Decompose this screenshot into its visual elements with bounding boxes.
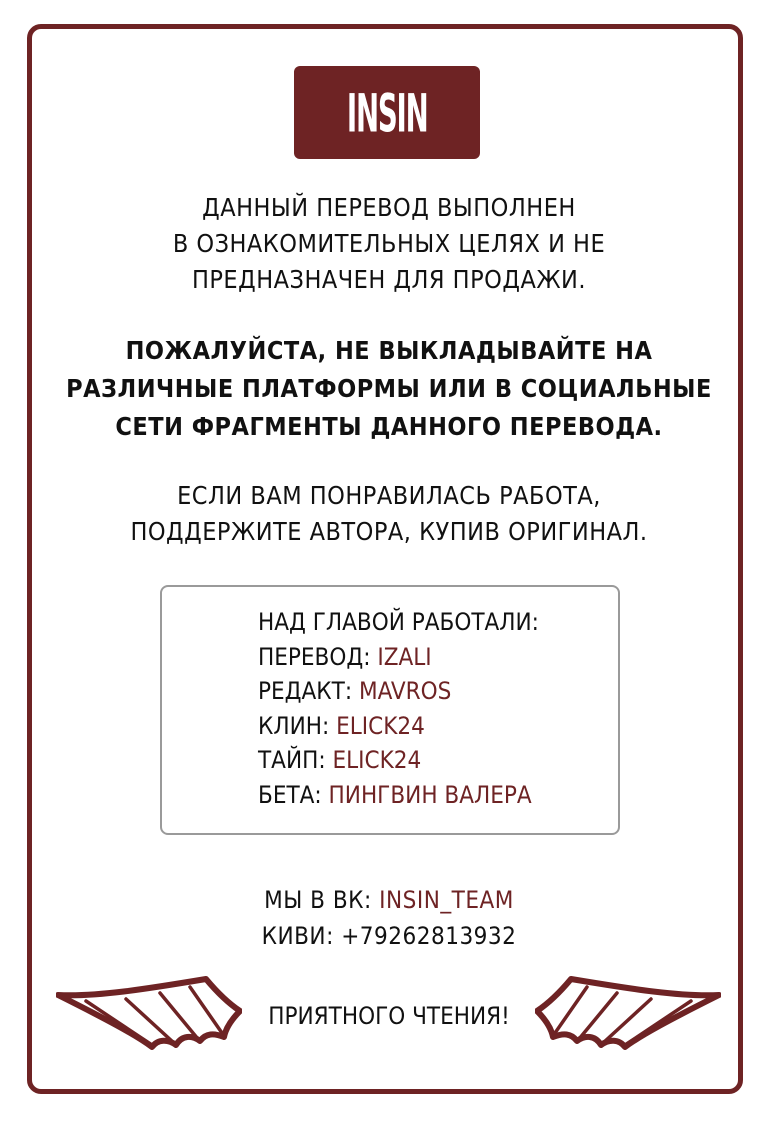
credit-name: IZALI xyxy=(377,642,432,671)
bat-wing-icon xyxy=(535,975,721,1057)
credit-row-editor xyxy=(258,674,618,709)
vk-contact xyxy=(0,882,778,918)
insin-logo xyxy=(294,66,480,159)
credit-label: ПЕРЕВОД: xyxy=(258,642,371,671)
credit-name: ELICK24 xyxy=(332,746,422,774)
qiwi-number: +79262813932 xyxy=(341,922,517,950)
credit-row-cleaner xyxy=(258,709,618,744)
vk-link[interactable]: INSIN_TEAM xyxy=(379,886,514,914)
credit-row-beta xyxy=(258,778,618,813)
closing-message: ПРИЯТНОГО ЧТЕНИЯ! xyxy=(268,1002,510,1030)
logo-text: INSIN xyxy=(346,81,428,144)
credit-row-translator xyxy=(258,640,618,675)
distribution-warning xyxy=(0,332,778,446)
credit-label: ТАЙП: xyxy=(258,746,326,774)
qiwi-contact xyxy=(0,918,778,954)
credit-name: ПИНГВИН ВАЛЕРА xyxy=(328,780,532,809)
support-line: ЕСЛИ ВАМ ПОНРАВИЛАСЬ РАБОТА, xyxy=(177,481,601,510)
warning-line: РАЗЛИЧНЫЕ ПЛАТФОРМЫ ИЛИ В СОЦИАЛЬНЫЕ xyxy=(66,374,712,403)
support-message xyxy=(0,478,778,550)
credit-label: РЕДАКТ: xyxy=(258,677,353,705)
notice-line: ДАННЫЙ ПЕРЕВОД ВЫПОЛНЕН xyxy=(202,193,576,222)
credits-heading: НАД ГЛАВОЙ РАБОТАЛИ: xyxy=(258,608,539,636)
credit-label: БЕТА: xyxy=(258,780,322,809)
warning-line: СЕТИ ФРАГМЕНТЫ ДАННОГО ПЕРЕВОДА. xyxy=(115,412,663,441)
credit-name: ELICK24 xyxy=(336,711,425,740)
notice-line: ПРЕДНАЗНАЧЕН ДЛЯ ПРОДАЖИ. xyxy=(191,265,587,294)
credit-name: MAVROS xyxy=(358,677,452,705)
notice-line: В ОЗНАКОМИТЕЛЬНЫХ ЦЕЛЯХ И НЕ xyxy=(172,229,606,258)
qiwi-label: КИВИ: xyxy=(261,922,334,950)
translation-notice xyxy=(0,190,778,298)
vk-label: МЫ В ВК: xyxy=(264,886,372,914)
credit-row-typesetter xyxy=(258,743,618,778)
warning-line: ПОЖАЛУЙСТА, НЕ ВЫКЛАДЫВАЙТЕ НА xyxy=(125,336,653,365)
contacts xyxy=(0,882,778,954)
credit-label: КЛИН: xyxy=(258,711,330,740)
credits-box xyxy=(160,585,620,835)
support-line: ПОДДЕРЖИТЕ АВТОРА, КУПИВ ОРИГИНАЛ. xyxy=(130,517,648,546)
